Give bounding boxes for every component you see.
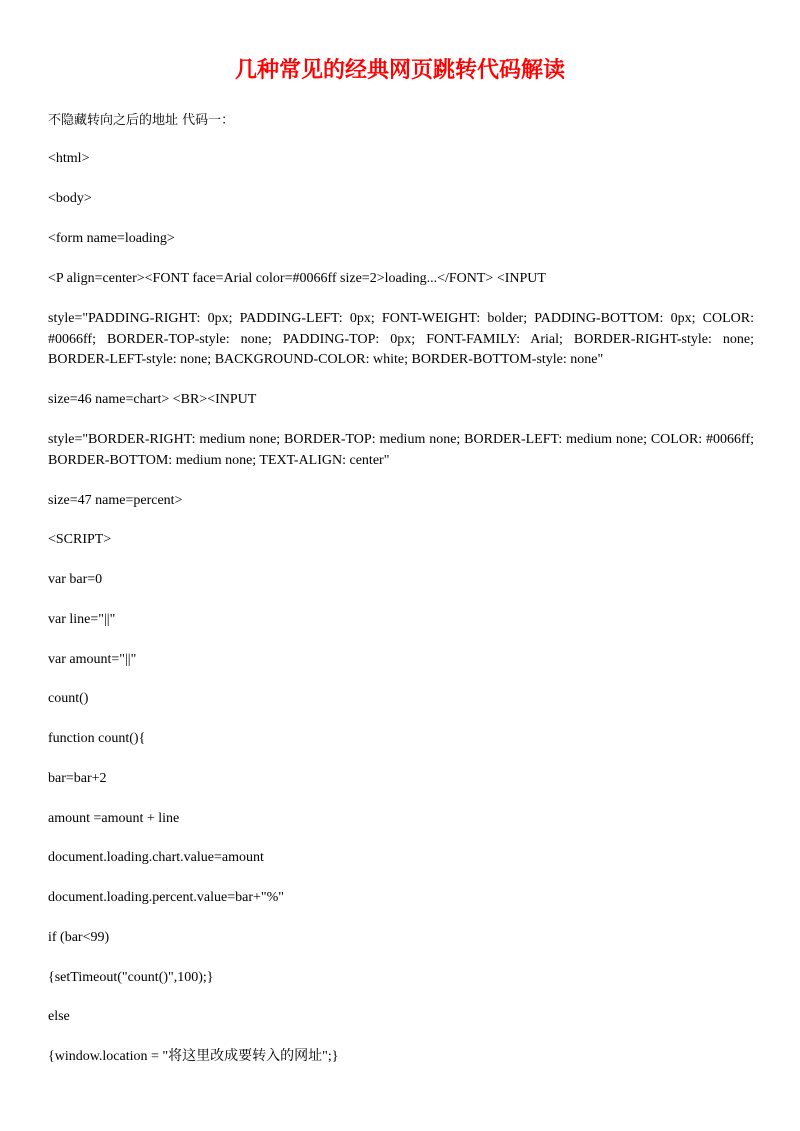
code-line: document.loading.percent.value=bar+"%" bbox=[48, 890, 284, 905]
code-line: {window.location = "将这里改成要转入的网址";} bbox=[48, 1049, 339, 1064]
code-line: var amount="||" bbox=[48, 652, 137, 667]
code-line: amount =amount + line bbox=[48, 811, 180, 826]
document-title: 几种常见的经典网页跳转代码解读 bbox=[234, 58, 565, 83]
code-line: <html> bbox=[48, 151, 90, 166]
code-line: <P align=center><FONT face=Arial color=#0066ff size=2>loading...</FONT> <INPUT bbox=[48, 271, 546, 286]
code-line: size=46 name=chart> <BR><INPUT bbox=[48, 392, 257, 407]
code-line: if (bar<99) bbox=[48, 930, 110, 945]
code-line: document.loading.chart.value=amount bbox=[48, 850, 264, 865]
intro-text: 不隐藏转向之后的地址 代码一： bbox=[48, 113, 235, 128]
code-line: var bar=0 bbox=[48, 572, 103, 587]
code-line: size=47 name=percent> bbox=[48, 493, 183, 508]
code-line-wrapped: style="BORDER-RIGHT: medium none; BORDER-TOP: medium none; BORDER-LEFT: medium none; COLOR: #0066ff; BORDER-BOTTOM: medium none; TEXT-ALIGN: center" bbox=[48, 432, 754, 468]
code-line: <body> bbox=[48, 191, 92, 206]
code-line: var line="||" bbox=[48, 612, 116, 627]
code-line: <SCRIPT> bbox=[48, 532, 112, 547]
code-line: {setTimeout("count()",100);} bbox=[48, 970, 214, 985]
code-line-wrapped: style="PADDING-RIGHT: 0px; PADDING-LEFT: 0px; FONT-WEIGHT: bolder; PADDING-BOTTOM: 0px; COLOR: #0066ff; BORDER-TOP-style: none; PADDING-TOP: 0px; FONT-FAMILY: Arial; BORDER-RIGHT-style: none; BORDER-LEFT-style: none; BACKGROUND-COLOR: white; BORDER-BOTTOM-style: none" bbox=[48, 311, 754, 367]
code-line: function count(){ bbox=[48, 731, 146, 746]
code-line: <form name=loading> bbox=[48, 231, 175, 246]
code-line: else bbox=[48, 1009, 70, 1024]
code-line: bar=bar+2 bbox=[48, 771, 107, 786]
code-line: count() bbox=[48, 691, 89, 706]
